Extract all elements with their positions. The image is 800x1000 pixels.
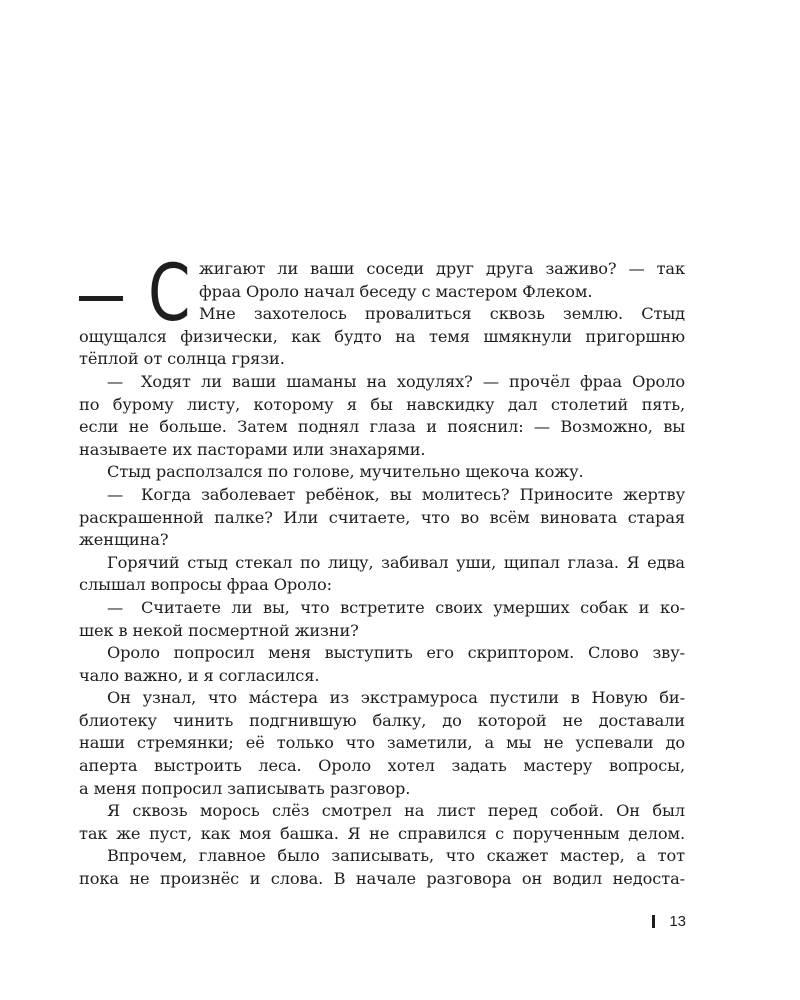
text-line: чало важно, и я согласился. [79, 665, 320, 685]
text-line: жигают ли ваши соседи друг друга заживо? — так [199, 259, 685, 278]
text-line: если не больше. Затем поднял глаза и пояснил: — Возможно, вы [79, 417, 685, 437]
dialogue-dash: — [107, 597, 124, 617]
text-line: фраа Ороло начал беседу с мастером Флеком. [199, 281, 593, 301]
text-line: Стыд расползался по голове, мучительно щекоча кожу. [107, 462, 584, 482]
text-line: блиотеку чинить подгнившую балку, до которой не доставали [79, 710, 685, 730]
text-line: слышал вопросы фраа Ороло: [79, 575, 332, 595]
page-number: 13 [669, 913, 686, 930]
text-line: раскрашенной палке? Или считаете, что во всём виновата старая [79, 507, 685, 527]
text-line [79, 484, 685, 507]
text-line: аперта выстроить леса. Ороло хотел задать мастеру вопросы, [79, 756, 685, 776]
drop-cap-letter: С [148, 249, 191, 339]
text-line: по бурому листу, которому я бы навскидку дал столетий пять, [79, 394, 685, 414]
text-line-content: Ходят ли ваши шаманы на ходулях? — прочёл фраа Ороло [141, 371, 685, 391]
page-footer [652, 913, 686, 930]
text-line: так же пуст, как моя башка. Я не справился с порученным делом. [79, 823, 685, 843]
text-line: Я сквозь морось слёз смотрел на лист перед собой. Он был [107, 801, 685, 821]
text-line: наши стремянки; её только что заметили, а мы не успевали до [79, 733, 685, 753]
text-line-content: Когда заболевает ребёнок, вы молитесь? Приносите жертву [141, 484, 685, 504]
text-line: Горячий стыд стекал по лицу, забивал уши, щипал глаза. Я едва [107, 552, 685, 572]
page-number-divider [652, 915, 655, 928]
text-line-content: Считаете ли вы, что встретите своих умерших собак и ко- [141, 597, 685, 617]
dialogue-dash: — [107, 371, 124, 391]
text-line: а меня попросил записывать разговор. [79, 778, 411, 798]
text-line [79, 597, 685, 620]
text-line: называете их пасторами или знахарями. [79, 439, 426, 459]
text-line [79, 371, 685, 394]
text-line: шек в некой посмертной жизни? [79, 620, 359, 640]
text-line: Мне захотелось провалиться сквозь землю. Стыд [199, 304, 685, 324]
dialogue-dash: — [107, 484, 124, 504]
body-text [79, 258, 685, 891]
text-line: Ороло попросил меня выступить его скриптором. Слово зву- [107, 643, 685, 663]
text-line: тёплой от солнца грязи. [79, 349, 285, 369]
text-line: Впрочем, главное было записывать, что скажет мастер, а тот [107, 846, 685, 866]
text-line: пока не произнёс и слова. В начале разговора он водил недоста- [79, 869, 685, 889]
text-line: женщина? [79, 530, 169, 550]
text-line: ощущался физически, как будто на темя шмякнули пригоршню [79, 326, 685, 346]
text-line: Он узнал, что мáстера из экстрамуроса пустили в Новую би- [107, 688, 685, 708]
